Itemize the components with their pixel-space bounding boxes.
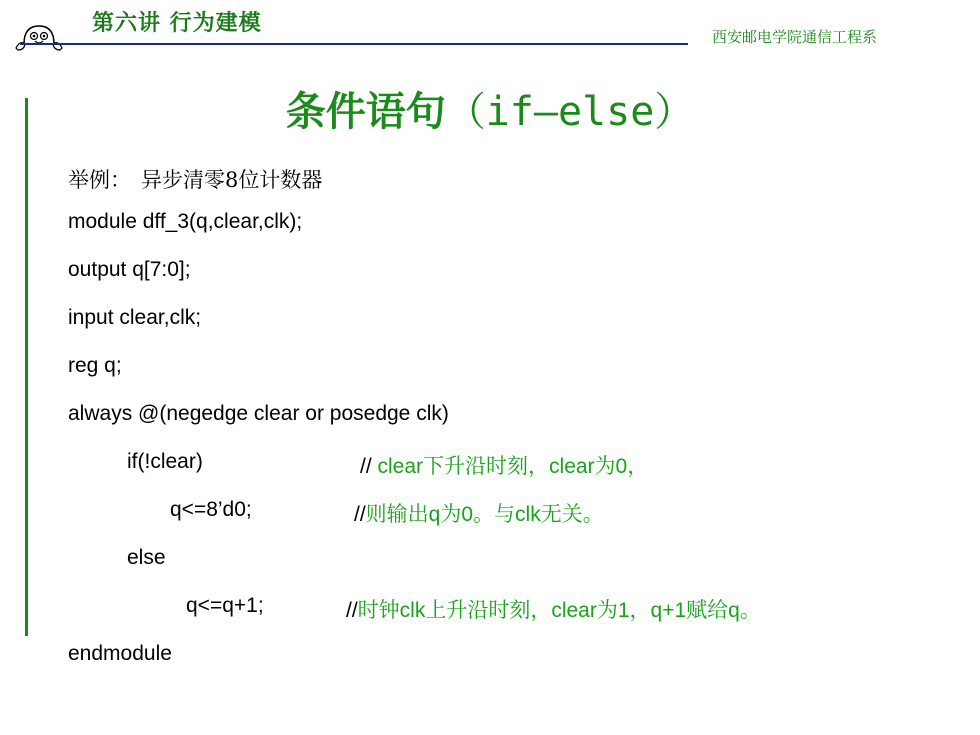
comment-slashes: // (346, 599, 358, 622)
code-line-5: always @(negedge clear or posedge clk) (68, 402, 449, 425)
comment-text: clear下升沿时刻，clear为0， (377, 455, 649, 478)
comment-text: 时钟clk上升沿时刻，clear为1，q+1赋给q。 (357, 599, 761, 622)
code-line-6: if(!clear) (127, 450, 203, 473)
code-line-3: input clear,clk; (68, 306, 202, 329)
mascot-logo (14, 22, 64, 57)
code-line-7: q<=8’d0; (170, 498, 252, 521)
code-line-8: else (127, 546, 166, 569)
code-line-9: q<=q+1; (186, 594, 264, 617)
slide-title (0, 80, 980, 137)
code-line-1: module dff_3(q,clear,clk); (68, 210, 303, 233)
code-line-4: reg q; (68, 354, 122, 377)
slide-title-code: （if—else） (445, 89, 695, 135)
comment-slashes: // (354, 503, 366, 526)
comment-text: 则输出q为0。与clk无关。 (365, 503, 604, 526)
example-heading (68, 164, 322, 194)
slide-title-zh: 条件语句 (285, 88, 446, 135)
code-line-10: endmodule (68, 642, 172, 665)
chapter-title: 第六讲 行为建模 (92, 11, 262, 36)
code-comment-9 (346, 594, 761, 624)
code-comment-6 (360, 450, 648, 480)
example-description: 异步清零8位计数器 (141, 168, 323, 192)
example-label: 举例： (68, 168, 131, 192)
side-accent-bar (25, 98, 28, 636)
code-line-2: output q[7:0]; (68, 258, 191, 281)
institution-label: 西安邮电学院通信工程系 (712, 28, 878, 46)
comment-slashes: // (360, 455, 378, 478)
header-divider (20, 43, 688, 45)
code-comment-7 (354, 498, 604, 528)
